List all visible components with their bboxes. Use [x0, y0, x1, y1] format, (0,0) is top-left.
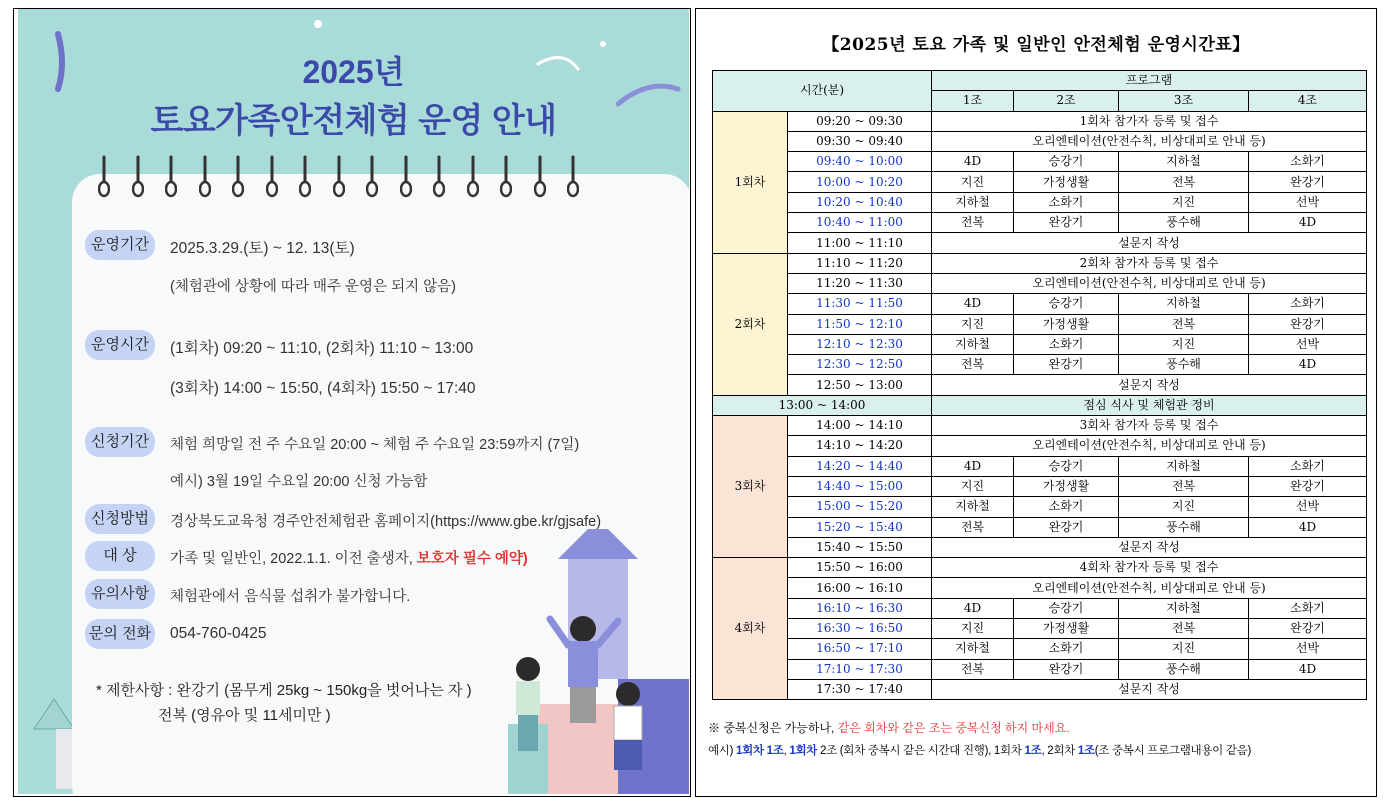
- lunch-label: 점심 식사 및 체험관 정비: [932, 395, 1367, 415]
- program-cell: 소화기: [1249, 152, 1367, 172]
- program-cell: 전복: [1119, 314, 1249, 334]
- table-row: [713, 679, 1367, 699]
- spiral-ring: [266, 155, 276, 197]
- program-cell: 승강기: [1014, 456, 1119, 476]
- program-cell: 가정생활: [1014, 172, 1119, 192]
- duplicate-note-warning: 같은 회차와 같은 조는 중복신청 하지 마세요.: [837, 721, 1070, 735]
- program-cell: 4D: [932, 152, 1014, 172]
- program-cell: 완강기: [1249, 314, 1367, 334]
- time-cell: 09:40 ~ 10:00: [788, 152, 932, 172]
- poster-year: 2025년: [302, 54, 405, 90]
- label-apply-period: 신청기간: [85, 427, 155, 457]
- program-cell: 선박: [1249, 639, 1367, 659]
- target-text: [170, 547, 528, 568]
- apply-period-example: 예시) 3월 19일 수요일 20:00 신청 가능함: [170, 474, 428, 490]
- lunch-time: 13:00 ~ 14:00: [713, 395, 932, 415]
- spiral-ring: [534, 155, 544, 197]
- activity-span-cell: 설문지 작성: [932, 679, 1367, 699]
- schedule-table: [712, 70, 1367, 700]
- time-cell: 10:20 ~ 10:40: [788, 192, 932, 212]
- time-cell: 14:40 ~ 15:00: [788, 476, 932, 496]
- session-label: 3회차: [713, 416, 788, 558]
- example-highlight: 1조: [1077, 745, 1095, 757]
- program-cell: 4D: [1249, 213, 1367, 233]
- time-cell: 17:30 ~ 17:40: [788, 679, 932, 699]
- program-cell: 지하철: [1119, 598, 1249, 618]
- poster-title-main: 토요가족안전체험: [150, 102, 410, 140]
- label-contact: 문의 전화: [85, 619, 155, 649]
- table-row: [713, 111, 1367, 131]
- table-row: [713, 192, 1367, 212]
- apply-method-text: 경상북도교육청 경주안전체험관 홈페이지(https://www.gbe.kr/gjsafe): [170, 514, 602, 530]
- table-header-row: [713, 71, 1367, 91]
- table-row: [713, 639, 1367, 659]
- program-cell: 전복: [932, 659, 1014, 679]
- program-cell: 승강기: [1014, 598, 1119, 618]
- example-text: 예시): [708, 745, 737, 757]
- header-time: 시간(분): [713, 71, 932, 112]
- program-cell: 지진: [932, 476, 1014, 496]
- poster: [18, 9, 689, 794]
- example-text: (조 중복시 프로그램내용이 같음): [1094, 745, 1252, 757]
- time-cell: 16:50 ~ 17:10: [788, 639, 932, 659]
- header-group: 1조: [932, 91, 1014, 111]
- program-cell: 소화기: [1014, 192, 1119, 212]
- table-row: [713, 416, 1367, 436]
- example-text: 2조 (회차 중복시 같은 시간대 진행), 1회차: [817, 745, 1025, 757]
- program-cell: 승강기: [1014, 294, 1119, 314]
- activity-span-cell: 4회차 참가자 등록 및 접수: [932, 558, 1367, 578]
- table-row: [713, 233, 1367, 253]
- program-cell: 풍수해: [1119, 213, 1249, 233]
- spiral-ring: [400, 155, 410, 197]
- activity-span-cell: 설문지 작성: [932, 233, 1367, 253]
- spiral-ring: [199, 155, 209, 197]
- spiral-ring: [366, 155, 376, 197]
- program-cell: 4D: [1249, 659, 1367, 679]
- table-row: [713, 131, 1367, 151]
- program-cell: 전복: [932, 517, 1014, 537]
- spiral-ring: [98, 155, 108, 197]
- program-cell: 완강기: [1249, 619, 1367, 639]
- label-target: 대 상: [85, 541, 155, 571]
- time-cell: 15:40 ~ 15:50: [788, 537, 932, 557]
- time-cell: 12:50 ~ 13:00: [788, 375, 932, 395]
- session-label: 4회차: [713, 558, 788, 700]
- header-group: 3조: [1119, 91, 1249, 111]
- table-row: [713, 436, 1367, 456]
- spiral-ring: [165, 155, 175, 197]
- table-row: [713, 253, 1367, 273]
- time-cell: 11:00 ~ 11:10: [788, 233, 932, 253]
- time-cell: 11:50 ~ 12:10: [788, 314, 932, 334]
- program-cell: 완강기: [1014, 517, 1119, 537]
- table-row: [713, 172, 1367, 192]
- example-text: ,: [783, 745, 790, 757]
- children-illustration: [488, 529, 689, 794]
- hours-line-2: (3회차) 14:00 ~ 15:50, (4회차) 15:50 ~ 17:40: [170, 380, 476, 397]
- program-cell: 4D: [1249, 355, 1367, 375]
- time-cell: 11:20 ~ 11:30: [788, 273, 932, 293]
- lunch-row: [713, 395, 1367, 415]
- example-highlight: 1조: [1024, 745, 1042, 757]
- program-cell: 지진: [932, 314, 1014, 334]
- activity-span-cell: 2회차 참가자 등록 및 접수: [932, 253, 1367, 273]
- time-cell: 09:20 ~ 09:30: [788, 111, 932, 131]
- program-cell: 전복: [932, 355, 1014, 375]
- activity-span-cell: 오리엔테이션(안전수칙, 비상대피로 안내 등): [932, 436, 1367, 456]
- label-caution: 유의사항: [85, 579, 155, 609]
- activity-span-cell: 오리엔테이션(안전수칙, 비상대피로 안내 등): [932, 578, 1367, 598]
- time-cell: 14:00 ~ 14:10: [788, 416, 932, 436]
- restriction-line-1: * 제한사항 : 완강기 (몸무게 25kg ~ 150kg을 벗어나는 자 ): [96, 682, 472, 699]
- program-cell: 지하철: [1119, 456, 1249, 476]
- example-text: , 2회차: [1041, 745, 1078, 757]
- program-cell: 가정생활: [1014, 314, 1119, 334]
- program-cell: 선박: [1249, 497, 1367, 517]
- hours-line-1: (1회차) 09:20 ~ 11:10, (2회차) 11:10 ~ 13:00: [170, 340, 474, 357]
- time-cell: 14:20 ~ 14:40: [788, 456, 932, 476]
- period-text: 2025.3.29.(토) ~ 12. 13(토): [170, 240, 355, 257]
- time-cell: 10:00 ~ 10:20: [788, 172, 932, 192]
- duplicate-example: [708, 742, 1251, 758]
- program-cell: 지하철: [932, 639, 1014, 659]
- program-cell: 가정생활: [1014, 619, 1119, 639]
- table-row: [713, 314, 1367, 334]
- program-cell: 지하철: [932, 497, 1014, 517]
- table-row: [713, 598, 1367, 618]
- program-cell: 지진: [1119, 639, 1249, 659]
- guardian-required-highlight: 보호자 필수 예약): [416, 551, 528, 567]
- spiral-ring: [132, 155, 142, 197]
- program-cell: 지진: [932, 619, 1014, 639]
- label-apply-method: 신청방법: [85, 504, 155, 534]
- program-cell: 4D: [932, 294, 1014, 314]
- program-cell: 전복: [1119, 172, 1249, 192]
- table-row: [713, 476, 1367, 496]
- program-cell: 소화기: [1014, 334, 1119, 354]
- table-row: [713, 375, 1367, 395]
- program-cell: 완강기: [1014, 659, 1119, 679]
- time-cell: 12:30 ~ 12:50: [788, 355, 932, 375]
- program-cell: 소화기: [1249, 598, 1367, 618]
- program-cell: 소화기: [1249, 294, 1367, 314]
- poster-title-rest: 운영 안내: [418, 102, 557, 140]
- program-cell: 완강기: [1014, 213, 1119, 233]
- program-cell: 전복: [1119, 476, 1249, 496]
- program-cell: 지진: [1119, 497, 1249, 517]
- table-row: [713, 558, 1367, 578]
- table-row: [713, 334, 1367, 354]
- table-row: [713, 537, 1367, 557]
- program-cell: 선박: [1249, 334, 1367, 354]
- activity-span-cell: 3회차 참가자 등록 및 접수: [932, 416, 1367, 436]
- activity-span-cell: 오리엔테이션(안전수칙, 비상대피로 안내 등): [932, 131, 1367, 151]
- program-cell: 풍수해: [1119, 355, 1249, 375]
- table-row: [713, 578, 1367, 598]
- table-row: [713, 619, 1367, 639]
- contact-phone: 054-760-0425: [170, 625, 267, 642]
- program-cell: 승강기: [1014, 152, 1119, 172]
- table-row: [713, 294, 1367, 314]
- table-row: [713, 517, 1367, 537]
- target-text-main: 가족 및 일반인, 2022.1.1. 이전 출생자,: [170, 551, 417, 567]
- program-cell: 소화기: [1014, 639, 1119, 659]
- apply-period-text: 체험 희망일 전 주 수요일 20:00 ~ 체험 주 수요일 23:59까지 (7일): [170, 437, 580, 453]
- spiral-ring: [500, 155, 510, 197]
- activity-span-cell: 오리엔테이션(안전수칙, 비상대피로 안내 등): [932, 273, 1367, 293]
- label-period: 운영기간: [85, 230, 155, 260]
- label-hours: 운영시간: [85, 330, 155, 360]
- program-cell: 전복: [1119, 619, 1249, 639]
- program-cell: 4D: [932, 456, 1014, 476]
- time-cell: 10:40 ~ 11:00: [788, 213, 932, 233]
- program-cell: 선박: [1249, 192, 1367, 212]
- program-cell: 완강기: [1249, 476, 1367, 496]
- time-cell: 12:10 ~ 12:30: [788, 334, 932, 354]
- time-cell: 14:10 ~ 14:20: [788, 436, 932, 456]
- program-cell: 가정생활: [1014, 476, 1119, 496]
- time-cell: 15:00 ~ 15:20: [788, 497, 932, 517]
- table-row: [713, 659, 1367, 679]
- time-cell: 17:10 ~ 17:30: [788, 659, 932, 679]
- time-cell: 16:10 ~ 16:30: [788, 598, 932, 618]
- program-cell: 지하철: [932, 334, 1014, 354]
- caution-text: 체험관에서 음식물 섭취가 불가합니다.: [170, 589, 411, 605]
- program-cell: 풍수해: [1119, 517, 1249, 537]
- program-cell: 전복: [932, 213, 1014, 233]
- duplicate-note-prefix: ※ 중복신청은 가능하나,: [708, 721, 838, 735]
- program-cell: 지하철: [1119, 294, 1249, 314]
- table-row: [713, 355, 1367, 375]
- activity-span-cell: 설문지 작성: [932, 537, 1367, 557]
- period-note: (체험관에 상황에 따라 매주 운영은 되지 않음): [170, 279, 456, 295]
- program-cell: 4D: [932, 598, 1014, 618]
- table-row: [713, 456, 1367, 476]
- program-cell: 완강기: [1014, 355, 1119, 375]
- spiral-ring: [433, 155, 443, 197]
- program-cell: 지하철: [932, 192, 1014, 212]
- time-cell: 11:10 ~ 11:20: [788, 253, 932, 273]
- spiral-ring: [299, 155, 309, 197]
- activity-span-cell: 1회차 참가자 등록 및 접수: [932, 111, 1367, 131]
- duplicate-note: [708, 719, 1070, 736]
- table-row: [713, 497, 1367, 517]
- program-cell: 소화기: [1249, 456, 1367, 476]
- table-row: [713, 213, 1367, 233]
- program-cell: 풍수해: [1119, 659, 1249, 679]
- header-program: 프로그램: [932, 71, 1367, 91]
- session-label: 1회차: [713, 111, 788, 253]
- program-cell: 완강기: [1249, 172, 1367, 192]
- table-row: [713, 273, 1367, 293]
- time-cell: 15:20 ~ 15:40: [788, 517, 932, 537]
- time-cell: 11:30 ~ 11:50: [788, 294, 932, 314]
- session-label: 2회차: [713, 253, 788, 395]
- program-cell: 지진: [932, 172, 1014, 192]
- spiral-ring: [567, 155, 577, 197]
- program-cell: 지진: [1119, 192, 1249, 212]
- header-group: 4조: [1249, 91, 1367, 111]
- spiral-ring: [467, 155, 477, 197]
- example-highlight: 1회차: [789, 745, 818, 757]
- example-highlight: 1회차 1조: [736, 745, 784, 757]
- program-cell: 소화기: [1014, 497, 1119, 517]
- time-cell: 16:00 ~ 16:10: [788, 578, 932, 598]
- time-cell: 16:30 ~ 16:50: [788, 619, 932, 639]
- header-group: 2조: [1014, 91, 1119, 111]
- activity-span-cell: 설문지 작성: [932, 375, 1367, 395]
- program-cell: 지하철: [1119, 152, 1249, 172]
- time-cell: 09:30 ~ 09:40: [788, 131, 932, 151]
- schedule-title: 【2025년 토요 가족 및 일반인 안전체험 운영시간표】: [822, 35, 1250, 55]
- restriction-line-2: 전복 (영유아 및 11세미만 ): [158, 707, 331, 724]
- spiral-ring: [232, 155, 242, 197]
- poster-title: [18, 93, 689, 142]
- spiral-ring: [333, 155, 343, 197]
- table-row: [713, 152, 1367, 172]
- program-cell: 지진: [1119, 334, 1249, 354]
- program-cell: 4D: [1249, 517, 1367, 537]
- time-cell: 15:50 ~ 16:00: [788, 558, 932, 578]
